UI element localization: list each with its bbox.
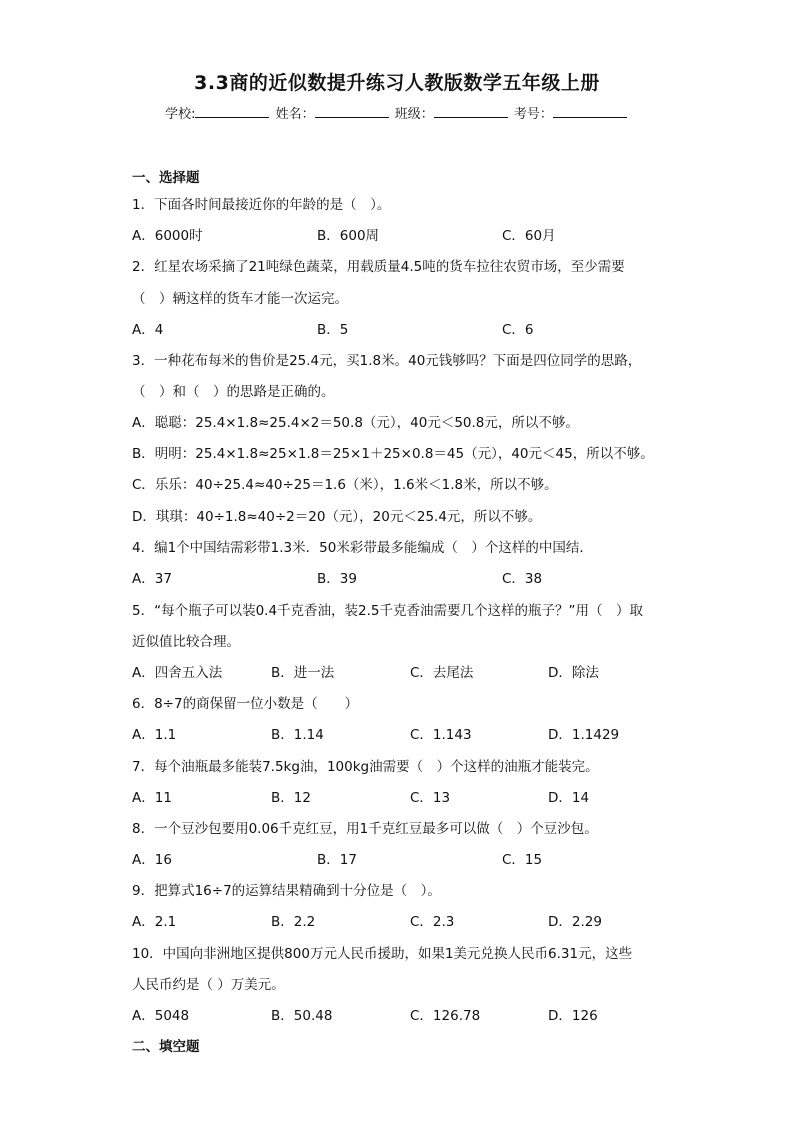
question-5-line-2: 近似值比较合理。 xyxy=(132,634,240,650)
exam-no-blank[interactable] xyxy=(553,105,627,118)
question-5-line-1: 5．“每个瓶子可以装0.4千克香油，装2.5千克香油需要几个这样的瓶子？”用（ ）取 xyxy=(132,603,644,619)
question-6: 6．8÷7的商保留一位小数是（ ） xyxy=(132,696,359,712)
option-d[interactable]: D．琪琪：40÷1.8≈40÷2＝20（元），20元＜25.4元，所以不够。 xyxy=(132,509,542,525)
option-c[interactable]: C．60月 xyxy=(502,228,556,244)
option-a[interactable]: A．37 xyxy=(132,571,172,587)
option-b[interactable]: B．50.48 xyxy=(271,1008,333,1024)
option-a[interactable]: A．1.1 xyxy=(132,727,177,743)
option-d[interactable]: D．126 xyxy=(548,1008,598,1024)
question-3-line-2: （ ）和（ ）的思路是正确的。 xyxy=(132,384,335,400)
question-7: 7．每个油瓶最多能装7.5kg油，100kg油需要（ ）个这样的油瓶才能装完。 xyxy=(132,759,599,775)
option-c[interactable]: C．1.143 xyxy=(410,727,472,743)
option-b[interactable]: B．39 xyxy=(317,571,357,587)
option-b[interactable]: B．明明：25.4×1.8≈25×1.8＝25×1＋25×0.8＝45（元），40元＜45，所以不够。 xyxy=(132,446,654,462)
option-c[interactable]: C．2.3 xyxy=(410,914,455,930)
name-label: 姓名： xyxy=(275,107,315,122)
option-b[interactable]: B．17 xyxy=(317,852,357,868)
option-c[interactable]: C．38 xyxy=(502,571,543,587)
question-9: 9．把算式16÷7的运算结果精确到十分位是（ ）。 xyxy=(132,883,441,899)
student-info-line xyxy=(0,103,794,122)
class-label: 班级： xyxy=(394,107,434,122)
question-3-line-1: 3．一种花布每米的售价是25.4元，买1.8米。40元钱够吗？下面是四位同学的思路， xyxy=(132,353,642,369)
option-a[interactable]: A．16 xyxy=(132,852,172,868)
option-d[interactable]: D．14 xyxy=(548,790,590,806)
option-c[interactable]: C．6 xyxy=(502,322,534,338)
class-blank[interactable] xyxy=(434,105,508,118)
option-b[interactable]: B．12 xyxy=(271,790,311,806)
option-b[interactable]: B．2.2 xyxy=(271,914,316,930)
option-a[interactable]: A．四舍五入法 xyxy=(132,665,223,681)
name-blank[interactable] xyxy=(315,105,389,118)
option-c[interactable]: C．去尾法 xyxy=(410,665,474,681)
question-2-line-1: 2．红星农场采摘了21吨绿色蔬菜，用载质量4.5吨的货车拉往农贸市场，至少需要 xyxy=(132,259,625,275)
option-c[interactable]: C．126.78 xyxy=(410,1008,481,1024)
section-heading-choice: 一、选择题 xyxy=(132,170,200,186)
option-b[interactable]: B．600周 xyxy=(317,228,380,244)
option-a[interactable]: A．4 xyxy=(132,322,164,338)
option-c[interactable]: C．乐乐：40÷25.4≈40÷25＝1.6（米），1.6米＜1.8米，所以不够。 xyxy=(132,477,558,493)
page-title: 3.3商的近似数提升练习人教版数学五年级上册 xyxy=(194,72,600,94)
option-d[interactable]: D．2.29 xyxy=(548,914,602,930)
option-d[interactable]: D．除法 xyxy=(548,665,599,681)
school-label: 学校: xyxy=(165,107,196,122)
school-blank[interactable] xyxy=(195,105,269,118)
option-a[interactable]: A．6000时 xyxy=(132,228,203,244)
question-1: 1．下面各时间最接近你的年龄的是（ ）。 xyxy=(132,197,391,213)
exam-no-label: 考号： xyxy=(513,107,553,122)
option-b[interactable]: B．5 xyxy=(317,322,349,338)
option-a[interactable]: A．2.1 xyxy=(132,914,177,930)
option-b[interactable]: B．进一法 xyxy=(271,665,335,681)
section-heading-fill: 二、填空题 xyxy=(132,1039,200,1055)
question-8: 8．一个豆沙包要用0.06千克红豆，用1千克红豆最多可以做（ ）个豆沙包。 xyxy=(132,821,598,837)
option-c[interactable]: C．13 xyxy=(410,790,451,806)
question-4: 4．编1个中国结需彩带1.3米．50米彩带最多能编成（ ）个这样的中国结． xyxy=(132,540,593,556)
option-a[interactable]: A．5048 xyxy=(132,1008,190,1024)
question-10-line-1: 10．中国向非洲地区提供800万元人民币援助，如果1美元兑换人民币6.31元，这些 xyxy=(132,946,633,962)
option-d[interactable]: D．1.1429 xyxy=(548,727,620,743)
option-b[interactable]: B．1.14 xyxy=(271,727,324,743)
option-a[interactable]: A．聪聪：25.4×1.8≈25.4×2＝50.8（元），40元＜50.8元，所以不够。 xyxy=(132,415,579,431)
option-c[interactable]: C．15 xyxy=(502,852,543,868)
question-10-line-2: 人民币约是（ ）万美元。 xyxy=(132,977,285,993)
option-a[interactable]: A．11 xyxy=(132,790,172,806)
question-2-line-2: （ ）辆这样的货车才能一次运完。 xyxy=(132,291,348,307)
